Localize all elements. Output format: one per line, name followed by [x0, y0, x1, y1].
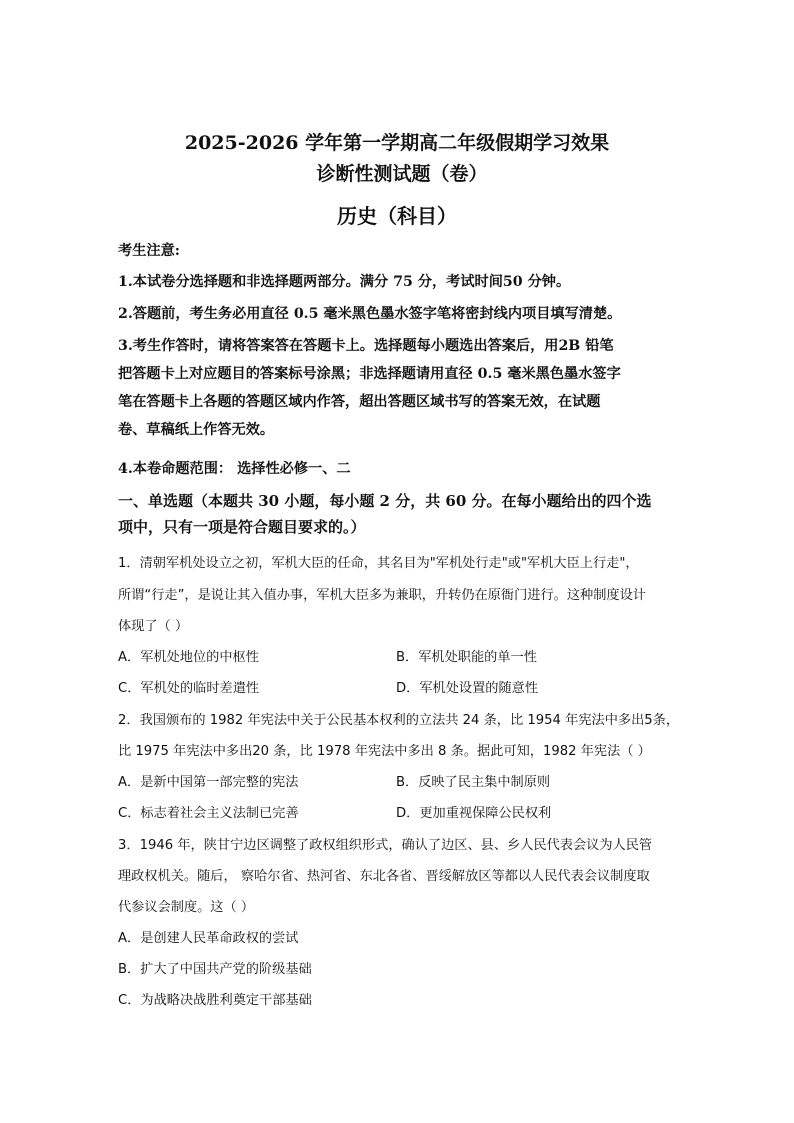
section-heading-line1: 一、单选题（本题共 30 小题，每小题 2 分，共 60 分。在每小题给出的四个选 [118, 492, 652, 510]
notice-item-2: 2.答题前，考生务必用直径 0.5 毫米黑色墨水签字笔将密封线内项目填写清楚。 [118, 306, 622, 322]
exam-title-line1: 2025-2026 学年第一学期高二年级假期学习效果 [184, 132, 610, 154]
question-3-line1: 3．1946 年，陕甘宁边区调整了政权组织形式，确认了边区、县、乡人民代表会议为人民管 [118, 838, 653, 853]
question-1-line1: 1．清朝军机处设立之初，军机大臣的任命，其名目为"军机处行走"或"军机大臣上行走"， [118, 556, 639, 571]
question-1-option-a: A．军机处地位的中枢性 [118, 650, 259, 665]
question-3-line3: 代参议会制度。这（ ） [118, 900, 255, 915]
question-2-option-c: C．标志着社会主义法制已完善 [118, 806, 299, 821]
question-2-line2: 比 1975 年宪法中多出20 条，比 1978 年宪法中多出 8 条。据此可知，1982 年宪法（ ） [118, 744, 651, 759]
question-2-option-b: B．反映了民主集中制原则 [396, 775, 551, 790]
notice-item-4: 4.本卷命题范围： 选择性必修一、二 [118, 461, 351, 477]
question-2-option-a: A．是新中国第一部完整的宪法 [118, 775, 299, 790]
question-1-option-d: D．军机处设置的随意性 [396, 681, 539, 696]
notice-heading: 考生注意: [118, 243, 180, 259]
notice-item-3-line1: 3.考生作答时，请将答案答在答题卡上。选择题每小题选出答案后，用2B 铅笔 [118, 338, 614, 354]
question-1-option-b: B．军机处职能的单一性 [396, 650, 537, 665]
notice-item-3-line4: 卷、草稿纸上作答无效。 [118, 422, 275, 438]
section-heading-line2: 项中，只有一项是符合题目要求的。） [118, 518, 366, 536]
question-3-line2: 理政权机关。随后， 察哈尔省、热河省、东北各省、晋绥解放区等都以人民代表会议制度取 [118, 869, 650, 884]
question-1-line3: 体现了（ ） [118, 619, 189, 634]
question-2-option-d: D．更加重视保障公民权利 [396, 806, 552, 821]
notice-item-3-line2: 把答题卡上对应题目的答案标号涂黑；非选择题请用直径 0.5 毫米黑色墨水签字 [118, 366, 621, 382]
notice-item-3-line3: 笔在答题卡上各题的答题区域内作答，超出答题区域书写的答案无效，在试题 [118, 394, 601, 410]
exam-title-line2: 诊断性测试题（卷） [316, 163, 488, 185]
subject-title: 历史（科目） [337, 204, 457, 228]
notice-item-1: 1.本试卷分选择题和非选择题两部分。满分 75 分，考试时间50 分钟。 [118, 274, 571, 290]
question-2-line1: 2．我国颁布的 1982 年宪法中关于公民基本权利的立法共 24 条，比 1954 年宪法中多出5条， [118, 713, 680, 728]
question-3-option-a: A．是创建人民革命政权的尝试 [118, 931, 299, 946]
question-3-option-c: C．为战略决战胜利奠定干部基础 [118, 993, 312, 1008]
question-3-option-b: B．扩大了中国共产党的阶级基础 [118, 962, 312, 977]
question-1-line2: 所谓“行走”，是说让其入值办事，军机大臣多为兼职，升转仍在原衙门进行。这种制度设计 [118, 588, 646, 603]
question-1-option-c: C．军机处的临时差遣性 [118, 681, 260, 696]
